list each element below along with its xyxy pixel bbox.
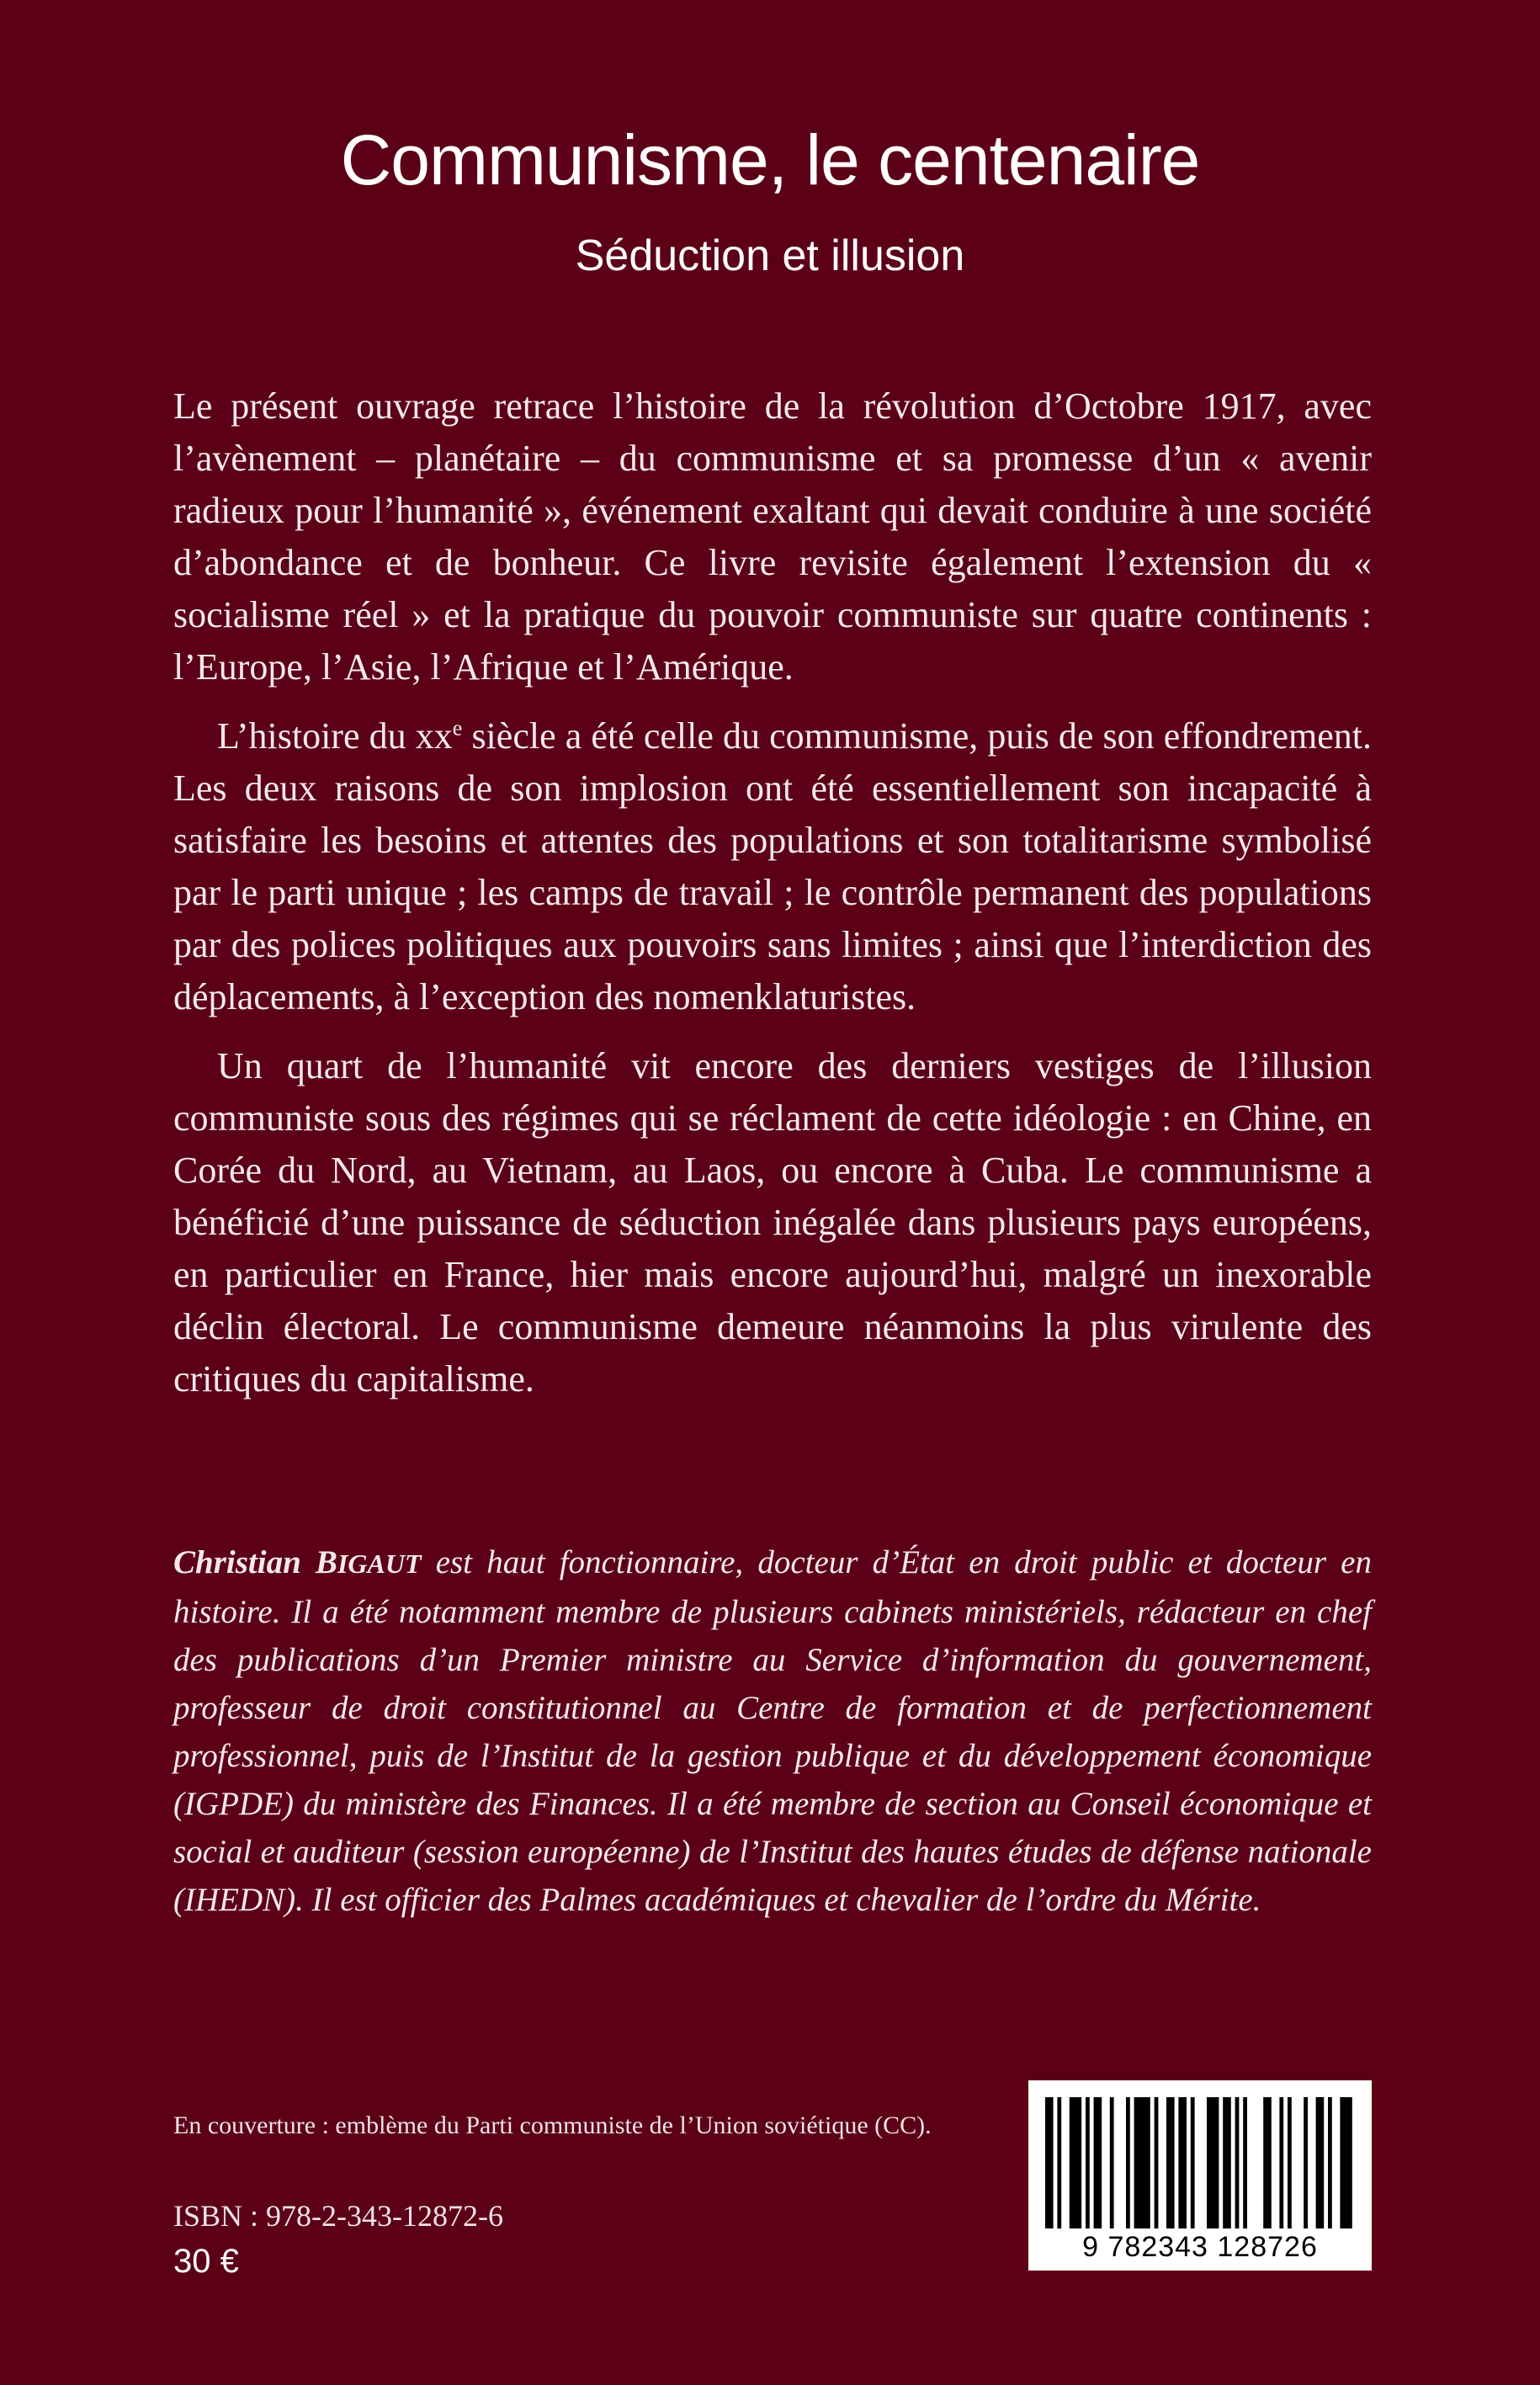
description-paragraph-2 bbox=[173, 710, 1372, 1023]
description-paragraph-2-start: L’histoire du bbox=[217, 715, 416, 757]
book-subtitle: Séduction et illusion bbox=[575, 231, 965, 280]
barcode-bar bbox=[1045, 2097, 1054, 2228]
isbn: ISBN : 978-2-343-12872-6 bbox=[173, 2199, 503, 2233]
century-numeral: xx bbox=[415, 715, 453, 757]
barcode-bar bbox=[1110, 2097, 1114, 2228]
barcode-bar bbox=[1191, 2097, 1195, 2228]
author-name-first: Christian B bbox=[173, 1544, 337, 1580]
description-paragraph-2-rest: siècle a été celle du communisme, puis de son effondrement. Les deux raisons de son implosion ont été essentiellement son incapacité à satisfaire les besoins et attentes des populations et son totalitarisme symbolisé par le parti unique ; les camps de travail ; le contrôle permanent des populations par des polices politiques aux pouvoirs sans limites ; ainsi que l’interdiction des déplacements, à l’exception des nomenklaturistes. bbox=[173, 715, 1372, 1017]
barcode-bar bbox=[1316, 2097, 1325, 2228]
barcode-digits: 9 782343 128726 bbox=[1082, 2231, 1318, 2263]
description-paragraph-1: Le présent ouvrage retrace l’histoire de la révolution d’Octobre 1917, avec l’avènement – planétaire – du communisme et sa promesse d’un « avenir radieux pour l’humanité », événement exaltant qui devait conduire à une société d’abondance et de bonheur. Ce livre revisite également l’extension du « socialisme réel » et la pratique du pouvoir communiste sur quatre continents : l’Europe, l’Asie, l’Afrique et l’Amérique. bbox=[173, 385, 1372, 688]
barcode-bar bbox=[1166, 2097, 1175, 2228]
barcode-bar bbox=[1304, 2097, 1308, 2228]
description-paragraph-3: Un quart de l’humanité vit encore des derniers vestiges de l’illusion communiste sous des régimes qui se réclament de cette idéologie : en Chine, en Corée du Nord, au Vietnam, au Laos, ou encore à Cuba. Le communisme a bénéficié d’une puissance de séduction inégalée dans plusieurs pays européens, en particulier en France, hier mais encore aujourd’hui, malgré un inexorable déclin électoral. Le communisme demeure néanmoins la plus virulente des critiques du capitalisme. bbox=[173, 1045, 1372, 1400]
barcode-bar bbox=[1263, 2097, 1272, 2228]
price: 30 € bbox=[173, 2243, 239, 2280]
barcode-bar bbox=[1057, 2097, 1061, 2228]
barcode-bar bbox=[1126, 2097, 1130, 2228]
barcode-bar bbox=[1340, 2097, 1351, 2228]
barcode-bar bbox=[1235, 2097, 1240, 2228]
author-bio bbox=[173, 1538, 1372, 1924]
barcode-bar bbox=[1207, 2097, 1219, 2228]
author-name-last: IGAUT bbox=[337, 1548, 422, 1579]
barcode-bar bbox=[1288, 2097, 1292, 2228]
barcode bbox=[1028, 2080, 1372, 2271]
century-superscript: e bbox=[452, 715, 463, 741]
barcode-bar bbox=[1223, 2097, 1231, 2228]
barcode-bar bbox=[1178, 2097, 1187, 2228]
cover-credit: En couverture : emblème du Parti communiste de l’Union soviétique (CC). bbox=[173, 2111, 932, 2139]
barcode-bar bbox=[1086, 2097, 1090, 2228]
barcode-bar bbox=[1094, 2097, 1102, 2228]
barcode-bar bbox=[1328, 2097, 1332, 2228]
barcode-bar bbox=[1243, 2097, 1247, 2228]
book-description bbox=[173, 380, 1372, 1422]
barcode-bar bbox=[1134, 2097, 1150, 2228]
barcode-bar bbox=[1279, 2097, 1283, 2228]
book-title: Communisme, le centenaire bbox=[340, 120, 1200, 199]
barcode-bar bbox=[1070, 2097, 1081, 2228]
barcode-bar bbox=[1155, 2097, 1159, 2228]
author-bio-text: est haut fonctionnaire, docteur d’État en droit public et docteur en histoire. Il a été notamment membre de plusieurs cabinets ministériels, rédacteur en chef des publications d’un Premier ministre au Service d’information du gouvernement, professeur de droit constitutionnel au Centre de formation et de perfectionnement professionnel, puis de l’Institut de la gestion publique et du développement économique (IGPDE) du ministère des Finances. Il a été membre de section au Conseil économique et social et auditeur (session européenne) de l’Institut des hautes études de défense nationale (IHEDN). Il est officier des Palmes académiques et chevalier de l’ordre du Mérite. bbox=[173, 1544, 1372, 1918]
